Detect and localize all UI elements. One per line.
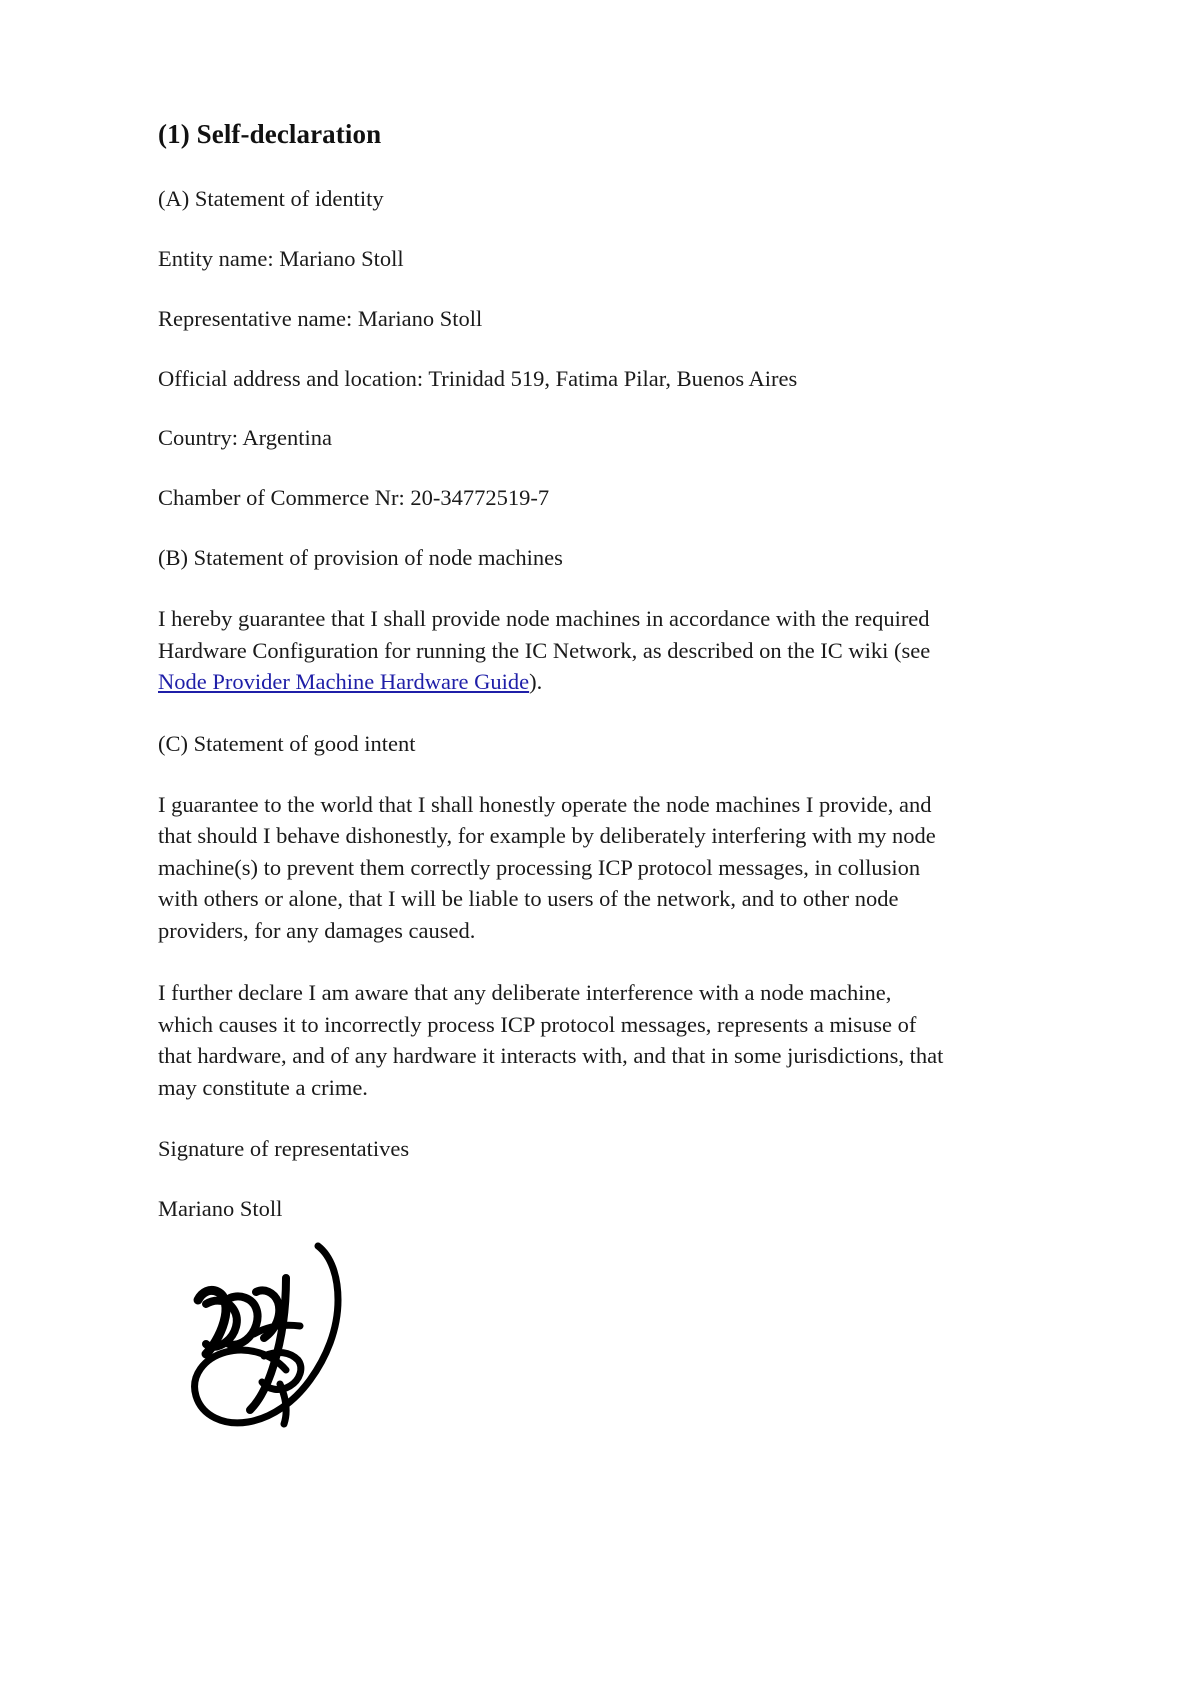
document-body xyxy=(158,118,948,1482)
section-b-paragraph xyxy=(158,603,948,698)
section-c-heading: (C) Statement of good intent xyxy=(158,730,416,756)
section-b-heading: (B) Statement of provision of node machines xyxy=(158,545,563,571)
section-b-text-after-link: ). xyxy=(529,669,543,695)
page-title: (1) Self-declaration xyxy=(158,119,382,149)
signature-label: Signature of representatives xyxy=(158,1136,410,1162)
official-address-line: Official address and location: Trinidad 519, Fatima Pilar, Buenos Aires xyxy=(158,365,798,391)
section-b-text-before-link: I hereby guarantee that I shall provide node machines in accordance with the required Hardware Configuration for running the IC Network, as described on the IC wiki (see xyxy=(158,606,931,663)
section-a-heading: (A) Statement of identity xyxy=(158,185,384,211)
section-c-paragraph-1: I guarantee to the world that I shall honestly operate the node machines I provide, and that should I behave dishonestly, for example by deliberately interfering with my node machine(s) to prevent them correctly processing ICP protocol messages, in collusion with others or alone, that I will be liable to users of the network, and to other node providers, for any damages caused. xyxy=(158,791,936,943)
representative-name-line: Representative name: Mariano Stoll xyxy=(158,305,483,331)
handwritten-signature-icon xyxy=(168,1238,378,1453)
chamber-of-commerce-line: Chamber of Commerce Nr: 20-34772519-7 xyxy=(158,485,550,511)
signatory-name: Mariano Stoll xyxy=(158,1196,283,1222)
country-line: Country: Argentina xyxy=(158,425,332,451)
signature-area xyxy=(158,1252,948,1482)
entity-name-line: Entity name: Mariano Stoll xyxy=(158,245,404,271)
section-c-paragraph-2: I further declare I am aware that any deliberate interference with a node machine, which causes it to incorrectly process ICP protocol messages, represents a misuse of that hardware, and of any hardware it interacts with, and that in some jurisdictions, that may constitute a crime. xyxy=(158,980,944,1100)
node-provider-hardware-guide-link[interactable]: Node Provider Machine Hardware Guide xyxy=(158,669,530,695)
